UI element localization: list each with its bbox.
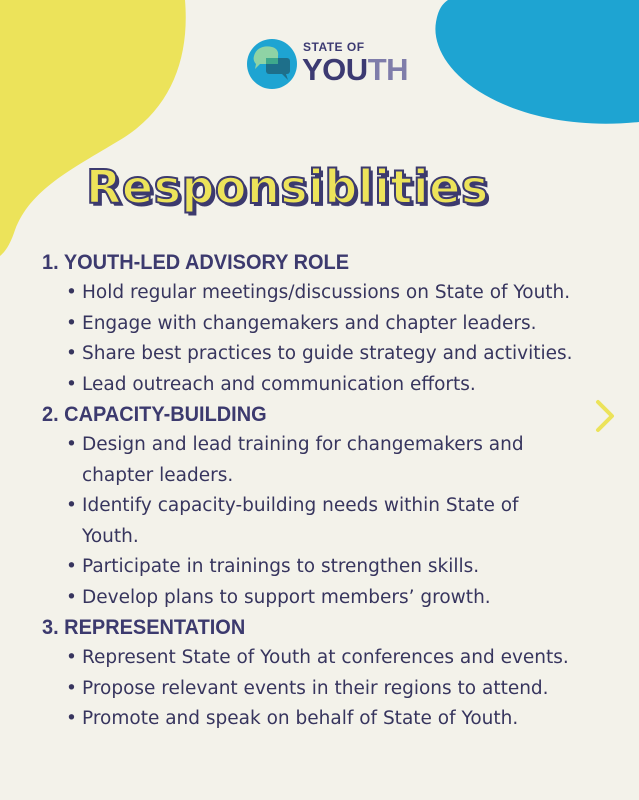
list-item: • Identify capacity-building needs within State of Youth.: [66, 491, 566, 552]
list-item: • Design and lead training for changemakers and chapter leaders.: [66, 430, 566, 491]
list-item: • Hold regular meetings/discussions on State of Youth.: [66, 278, 632, 309]
list-item: • Lead outreach and communication efforts.: [66, 370, 632, 401]
list-item: • Propose relevant events in their regions to attend.: [66, 674, 632, 705]
section-heading-advisory: 1. YOUTH-LED ADVISORY ROLE: [42, 251, 350, 274]
list-item: • Share best practices to guide strategy and activities.: [66, 339, 632, 370]
blue-blob-decoration: [430, 0, 639, 130]
section-heading-representation: 3. REPRESENTATION: [42, 616, 246, 639]
chevron-right-icon[interactable]: [590, 398, 620, 434]
list-item: • Promote and speak on behalf of State of Youth.: [66, 704, 632, 735]
list-item: • Engage with changemakers and chapter leaders.: [66, 309, 632, 340]
logo-text-th: TH: [367, 52, 409, 87]
section-items-advisory: [42, 278, 632, 400]
list-item: • Represent State of Youth at conferences and events.: [66, 643, 632, 674]
logo-text-you: YOU: [302, 52, 368, 87]
list-item: • Develop plans to support members’ growth.: [66, 583, 566, 614]
responsibilities-list: [42, 248, 632, 735]
state-of-youth-logo: [246, 38, 409, 94]
list-item: • Participate in trainings to strengthen skills.: [66, 552, 566, 583]
section-items-representation: [42, 643, 632, 735]
section-heading-capacity: 2. CAPACITY-BUILDING: [42, 403, 267, 426]
section-items-capacity: [42, 430, 566, 613]
yellow-blob-decoration: [0, 0, 190, 260]
logo-text-big: [302, 52, 408, 88]
chat-bubbles-icon: [246, 38, 298, 90]
page-title: Responsiblities: [86, 160, 489, 214]
logo-text-small: STATE OF: [303, 40, 365, 54]
